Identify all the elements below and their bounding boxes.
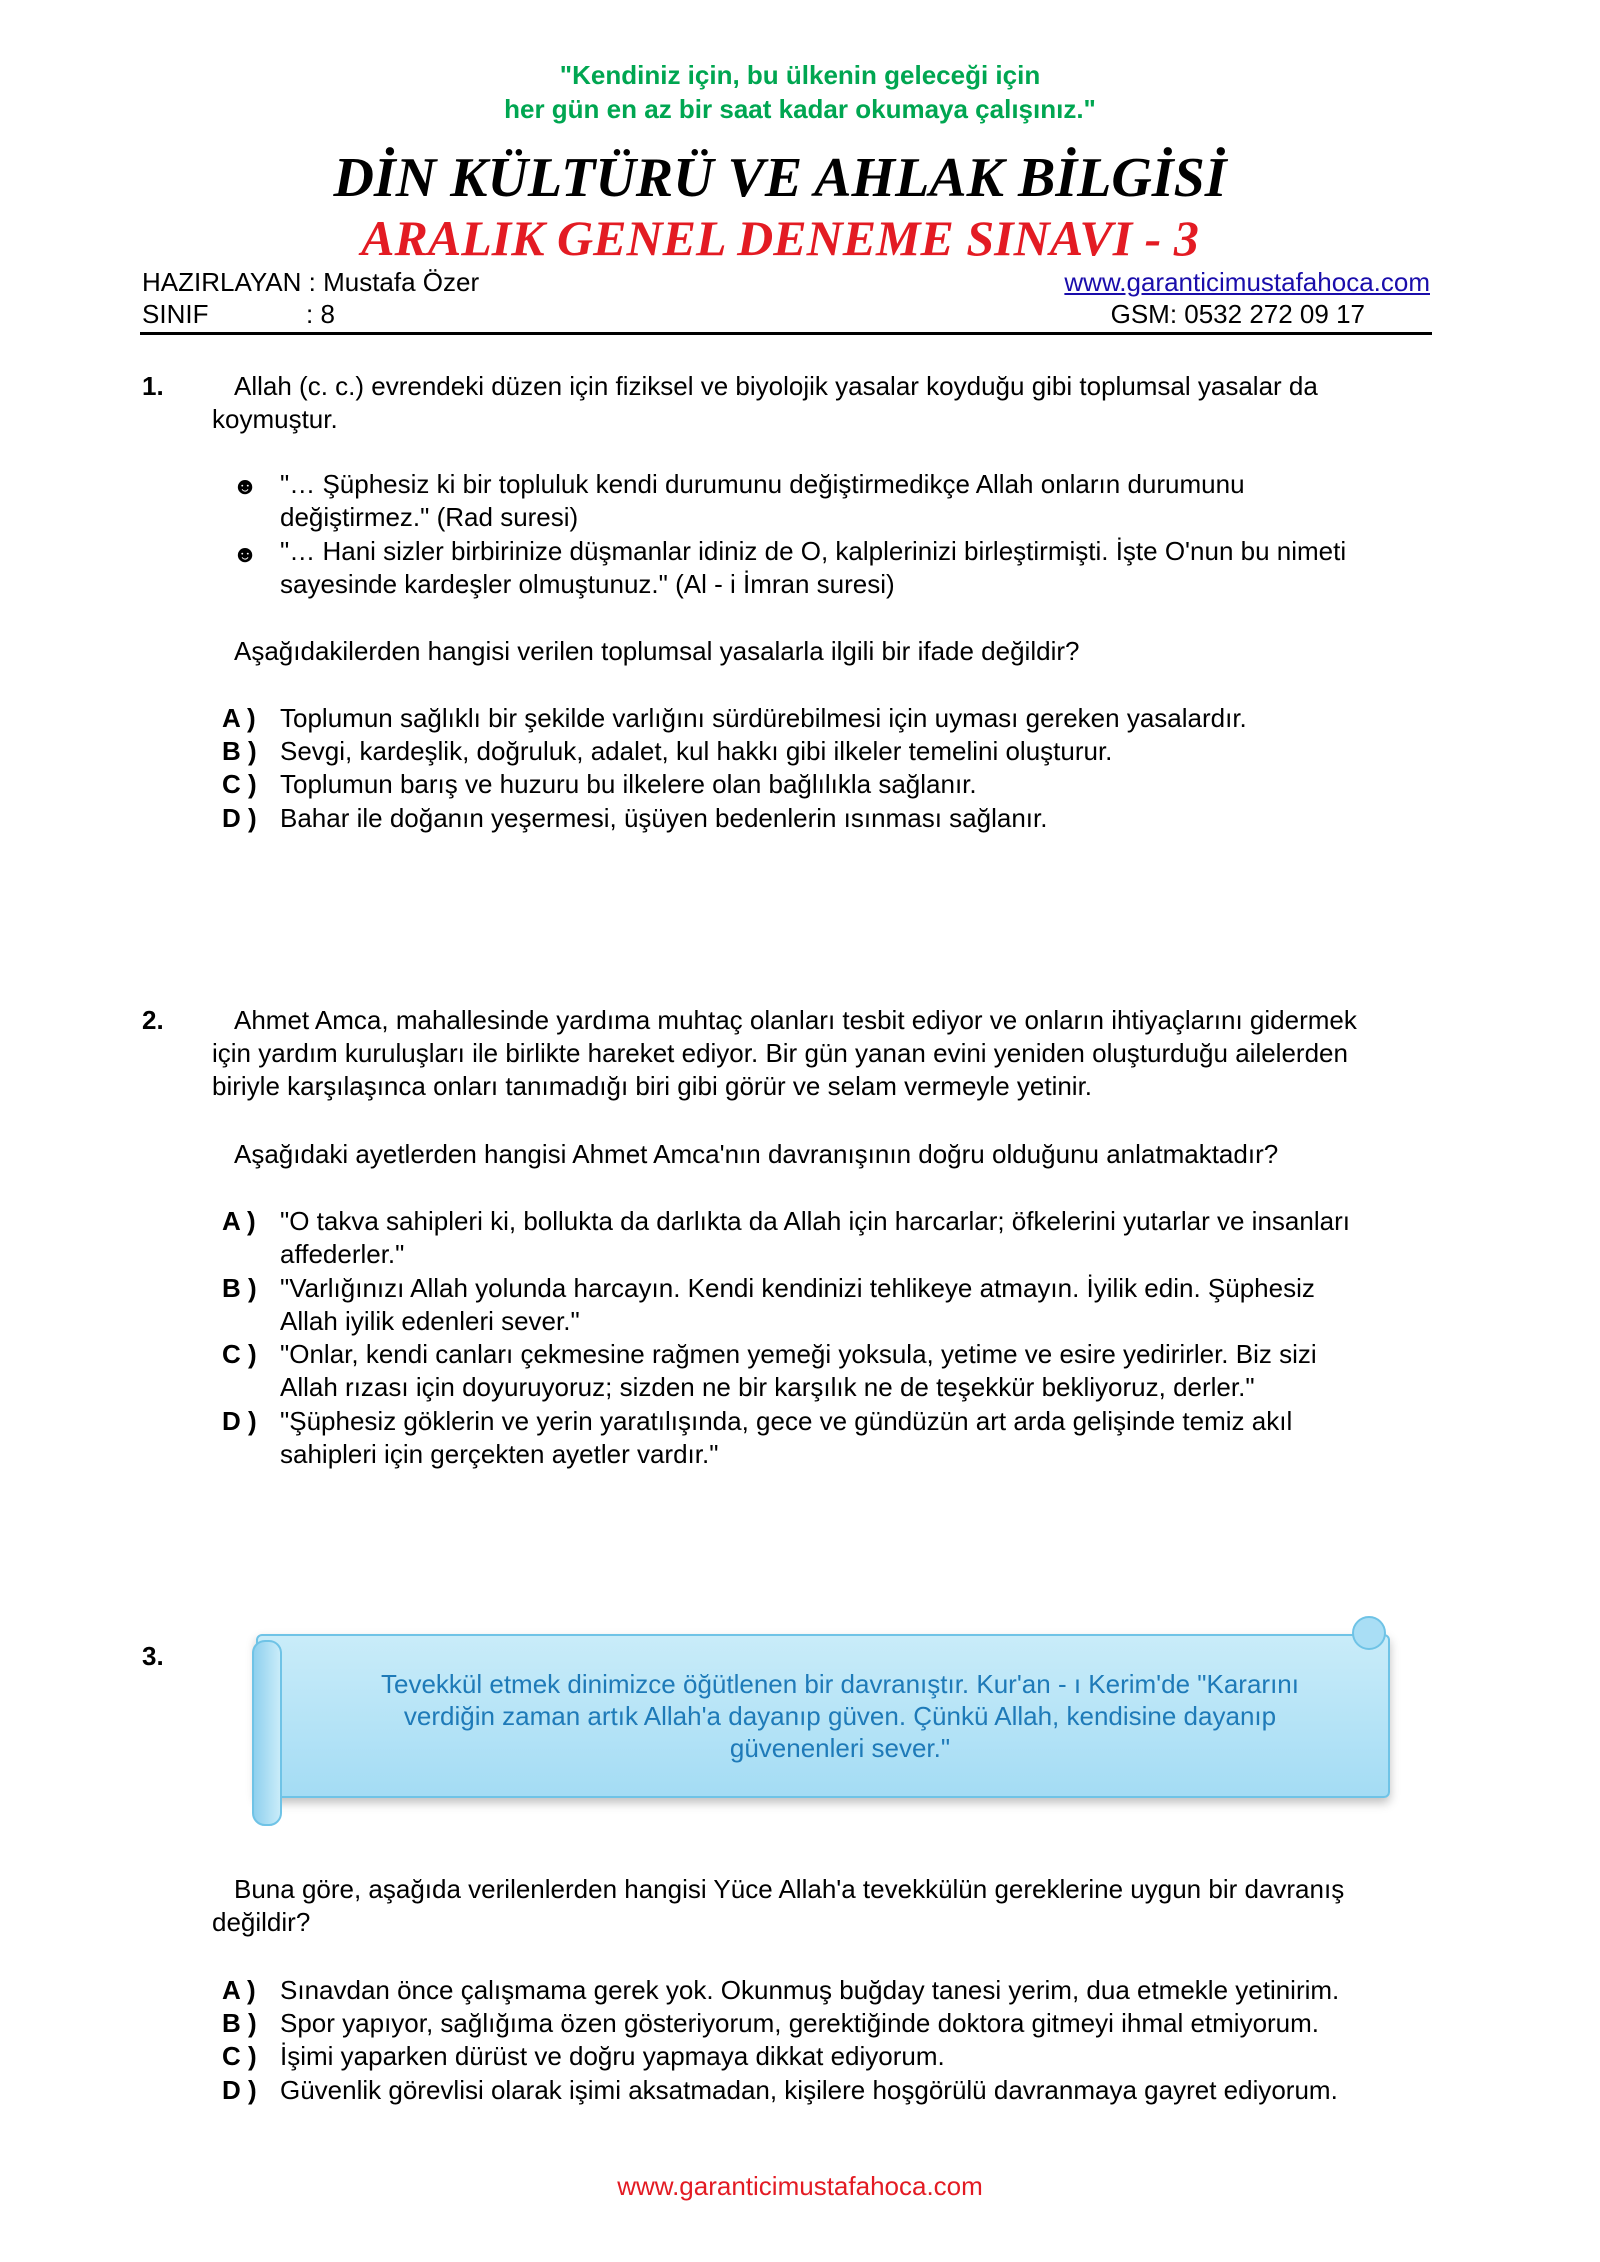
question-2-number: 2. xyxy=(142,1005,164,1035)
question-1-intro-line-2: koymuştur. xyxy=(212,404,338,434)
page-title: DİN KÜLTÜRÜ VE AHLAK BİLGİSİ xyxy=(333,147,1227,209)
quote-2-line-1: "… Hani sizler birbirinize düşmanlar idiniz de O, kalplerinizi birleştirmişti. İşte O'nun bu nimeti xyxy=(280,536,1347,566)
question-1-stem-text: Aşağıdakilerden hangisi verilen toplumsal yasalarla ilgili bir ifade değildir? xyxy=(234,636,1080,666)
question-1-intro-line-1: Allah (c. c.) evrendeki düzen için fiziksel ve biyolojik yasalar koyduğu gibi toplumsal yasalar da xyxy=(234,371,1318,401)
option-a-line-1: "O takva sahipleri ki, bollukta da darlıkta da Allah için harcarlar; öfkelerini yutarlar ve insanları xyxy=(280,1206,1350,1236)
option-b-line-2: Allah iyilik edenleri sever." xyxy=(280,1306,580,1336)
question-3-option-d-label[interactable]: D ) xyxy=(222,2075,257,2105)
prepared-by: HAZIRLAYAN : Mustafa Özer xyxy=(142,267,480,297)
question-2-stem-text: Aşağıdaki ayetlerden hangisi Ahmet Amca'nın davranışının doğru olduğunu anlatmaktadır? xyxy=(234,1139,1279,1169)
option-c-line-2: Allah rızası için doyuruyoruz; sizden ne bir karşılık ne de teşekkür bekliyoruz, derler." xyxy=(280,1372,1255,1402)
question-1-option-c-label[interactable]: C ) xyxy=(222,769,257,799)
question-3-option-a[interactable]: Sınavdan önce çalışmama gerek yok. Okunmuş buğday tanesi yerim, dua etmekle yetinirim. xyxy=(280,1975,1340,2005)
question-2-option-a-label[interactable]: A ) xyxy=(222,1206,256,1236)
scroll-roll-left-icon xyxy=(252,1640,282,1826)
motto-line-2: her gün en az bir saat kadar okumaya çalışınız." xyxy=(504,94,1096,124)
question-2-option-c[interactable] xyxy=(280,1338,1432,1404)
header-divider xyxy=(140,332,1432,335)
question-2-option-c-label[interactable]: C ) xyxy=(222,1339,257,1369)
question-3-stem xyxy=(212,1873,1432,1939)
page-subtitle: ARALIK GENEL DENEME SINAVI - 3 xyxy=(361,210,1199,266)
class-label: SINIF xyxy=(142,299,209,329)
question-2-option-d[interactable] xyxy=(280,1405,1432,1471)
question-3-option-c[interactable]: İşimi yaparken dürüst ve doğru yapmaya dikkat ediyorum. xyxy=(280,2041,945,2071)
question-3-option-a-label[interactable]: A ) xyxy=(222,1975,256,2005)
question-2-option-b-label[interactable]: B ) xyxy=(222,1273,257,1303)
scroll-line-2: verdiğin zaman artık Allah'a dayanıp güven. Çünkü Allah, kendisine dayanıp xyxy=(403,1701,1277,1731)
phone-number: GSM: 0532 272 09 17 xyxy=(1110,299,1365,329)
question-1-option-c[interactable]: Toplumun barış ve huzuru bu ilkelere olan bağlılıkla sağlanır. xyxy=(280,769,977,799)
quote-1-line-2: değiştirmez." (Rad suresi) xyxy=(280,502,579,532)
question-3-option-b-label[interactable]: B ) xyxy=(222,2008,257,2038)
question-1-option-a-label[interactable]: A ) xyxy=(222,703,256,733)
question-1-stem xyxy=(212,635,1432,668)
question-2-intro xyxy=(212,1004,1432,1103)
scroll-roll-top-icon xyxy=(1352,1616,1386,1650)
scroll-banner-text xyxy=(300,1668,1380,1764)
option-a-line-2: affederler." xyxy=(280,1239,405,1269)
question-1-option-a[interactable]: Toplumun sağlıklı bir şekilde varlığını sürdürebilmesi için uyması gereken yasalardır. xyxy=(280,703,1247,733)
question-3-number: 3. xyxy=(142,1641,164,1671)
smiley-bullet-icon: ☻ xyxy=(232,541,258,568)
scroll-line-3: güvenenleri sever." xyxy=(729,1733,951,1763)
smiley-bullet-icon: ☻ xyxy=(232,473,258,500)
question-2-intro-line-1: Ahmet Amca, mahallesinde yardıma muhtaç olanları tesbit ediyor ve onların ihtiyaçlarını gidermek xyxy=(234,1005,1357,1035)
question-1-option-b-label[interactable]: B ) xyxy=(222,736,257,766)
question-2-intro-line-2: için yardım kuruluşları ile birlikte hareket ediyor. Bir gün yanan evini yeniden oluşturduğu ailelerden xyxy=(212,1038,1348,1068)
question-1-option-d[interactable]: Bahar ile doğanın yeşermesi, üşüyen bedenlerin ısınması sağlanır. xyxy=(280,803,1048,833)
question-2-intro-line-3: biriyle karşılaşınca onları tanımadığı biri gibi görür ve selam vermeyle yetinir. xyxy=(212,1071,1093,1101)
quote-1-line-1: "… Şüphesiz ki bir topluluk kendi durumunu değiştirmedikçe Allah onların durumunu xyxy=(280,469,1245,499)
class-value: : 8 xyxy=(306,299,335,329)
option-d-line-2: sahipleri için gerçekten ayetler vardır." xyxy=(280,1439,719,1469)
question-2-stem xyxy=(212,1138,1432,1171)
question-3-option-c-label[interactable]: C ) xyxy=(222,2041,257,2071)
motto-line-1: "Kendiniz için, bu ülkenin geleceği için xyxy=(559,60,1041,90)
question-1-intro xyxy=(212,370,1432,436)
question-3-option-b[interactable]: Spor yapıyor, sağlığıma özen gösteriyorum, gerektiğinde doktora gitmeyi ihmal etmiyorum. xyxy=(280,2008,1320,2038)
question-1-option-b[interactable]: Sevgi, kardeşlik, doğruluk, adalet, kul hakkı gibi ilkeler temelini oluşturur. xyxy=(280,736,1113,766)
website-link[interactable]: www.garanticimustafahoca.com xyxy=(1064,267,1430,297)
option-d-line-1: "Şüphesiz göklerin ve yerin yaratılışında, gece ve gündüzün art arda gelişinde temiz akıl xyxy=(280,1406,1293,1436)
question-2-option-d-label[interactable]: D ) xyxy=(222,1406,257,1436)
question-1-quote-2 xyxy=(280,535,1430,601)
question-2-option-a[interactable] xyxy=(280,1205,1432,1271)
option-c-line-1: "Onlar, kendi canları çekmesine rağmen yemeği yoksula, yetime ve esire yedirirler. Biz sizi xyxy=(280,1339,1317,1369)
question-1-number: 1. xyxy=(142,371,164,401)
question-3-stem-line-2: değildir? xyxy=(212,1907,311,1937)
question-1-quote-1 xyxy=(280,468,1430,534)
option-b-line-1: "Varlığınızı Allah yolunda harcayın. Kendi kendinizi tehlikeye atmayın. İyilik edin. Şüphesiz xyxy=(280,1273,1315,1303)
quote-2-line-2: sayesinde kardeşler olmuştunuz." (Al - i İmran suresi) xyxy=(280,569,895,599)
scroll-line-1: Tevekkül etmek dinimizce öğütlenen bir davranıştır. Kur'an - ı Kerim'de "Kararını xyxy=(380,1669,1299,1699)
question-3-option-d[interactable]: Güvenlik görevlisi olarak işimi aksatmadan, kişilere hoşgörülü davranmaya gayret ediyorum. xyxy=(280,2075,1338,2105)
footer-website[interactable]: www.garanticimustafahoca.com xyxy=(617,2171,983,2201)
question-3-stem-line-1: Buna göre, aşağıda verilenlerden hangisi Yüce Allah'a tevekkülün gereklerine uygun bir davranış xyxy=(234,1874,1345,1904)
question-1-option-d-label[interactable]: D ) xyxy=(222,803,257,833)
question-2-option-b[interactable] xyxy=(280,1272,1432,1338)
